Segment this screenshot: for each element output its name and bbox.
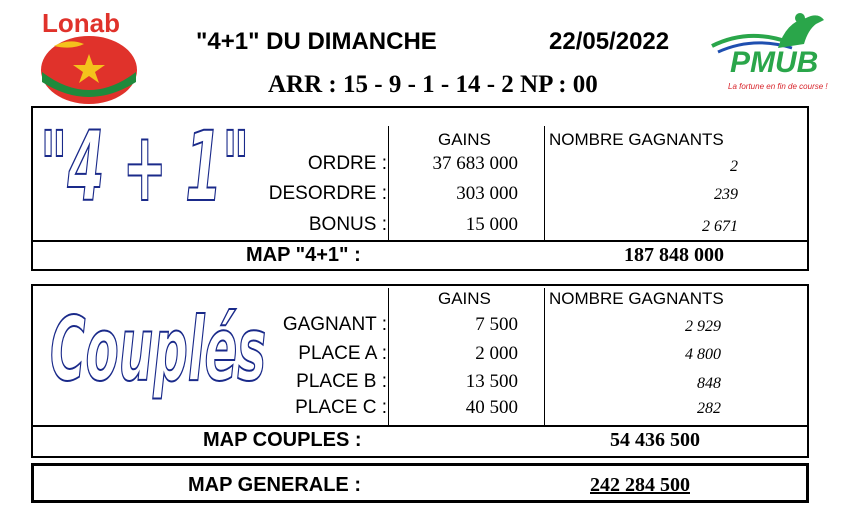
- row-label-place-c: PLACE C :: [295, 397, 387, 418]
- row-label-place-a: PLACE A :: [298, 343, 387, 364]
- row-gain-place-a: 2 000: [475, 343, 518, 364]
- pmub-logo-text: PMUB: [730, 46, 819, 79]
- map-couples-label: MAP COUPLES :: [203, 429, 362, 451]
- row-label-gagnant: GAGNANT :: [282, 314, 387, 335]
- divider: [388, 126, 389, 240]
- row-gagnants-bonus: 2 671: [702, 218, 738, 235]
- row-gain-ordre: 37 683 000: [432, 153, 518, 174]
- stylized-4plus1-label: "4 + 1": [40, 111, 250, 223]
- col-gagnants-header: NOMBRE GAGNANTS: [549, 130, 724, 149]
- arrivee-line: ARR : 15 - 9 - 1 - 14 - 2 NP : 00: [268, 71, 598, 98]
- map-4plus1-label: MAP "4+1" :: [246, 244, 361, 266]
- col-gains-header: GAINS: [438, 289, 491, 308]
- row-label-place-b: PLACE B :: [296, 371, 387, 392]
- col-gagnants-header: NOMBRE GAGNANTS: [549, 289, 724, 308]
- row-gain-gagnant: 7 500: [475, 314, 518, 335]
- row-gagnants-gagnant: 2 929: [685, 318, 721, 335]
- draw-date: 22/05/2022: [549, 28, 670, 55]
- divider: [31, 240, 809, 242]
- page-title: "4+1" DU DIMANCHE: [196, 28, 437, 55]
- lonab-logo-text: Lonab: [42, 8, 120, 38]
- map-generale-value: 242 284 500: [590, 474, 690, 496]
- pmub-slogan: La fortune en fin de course !: [728, 82, 828, 91]
- divider: [544, 126, 545, 240]
- row-label-bonus: BONUS :: [308, 214, 387, 235]
- row-gagnants-place-b: 848: [697, 375, 721, 392]
- row-gain-place-b: 13 500: [465, 371, 518, 392]
- map-generale-label: MAP GENERALE :: [188, 474, 361, 496]
- row-gagnants-place-a: 4 800: [685, 346, 721, 363]
- row-gagnants-ordre: 2: [730, 158, 738, 175]
- pmub-logo: [708, 8, 836, 100]
- row-gagnants-place-c: 282: [697, 400, 721, 417]
- row-gagnants-desordre: 239: [714, 186, 738, 203]
- map-generale-box: [31, 463, 809, 503]
- row-gain-place-c: 40 500: [465, 397, 518, 418]
- row-gain-bonus: 15 000: [465, 214, 518, 235]
- lonab-logo: [34, 8, 144, 108]
- divider: [544, 288, 545, 425]
- row-label-ordre: ORDRE :: [307, 153, 387, 174]
- map-4plus1-value: 187 848 000: [624, 244, 724, 266]
- divider: [31, 425, 809, 427]
- row-gain-desordre: 303 000: [456, 183, 518, 204]
- col-gains-header: GAINS: [438, 130, 491, 149]
- stylized-couples-label: Couplés: [50, 298, 267, 401]
- row-label-desordre: DESORDRE :: [268, 183, 387, 204]
- divider: [388, 288, 389, 425]
- map-couples-value: 54 436 500: [610, 429, 700, 451]
